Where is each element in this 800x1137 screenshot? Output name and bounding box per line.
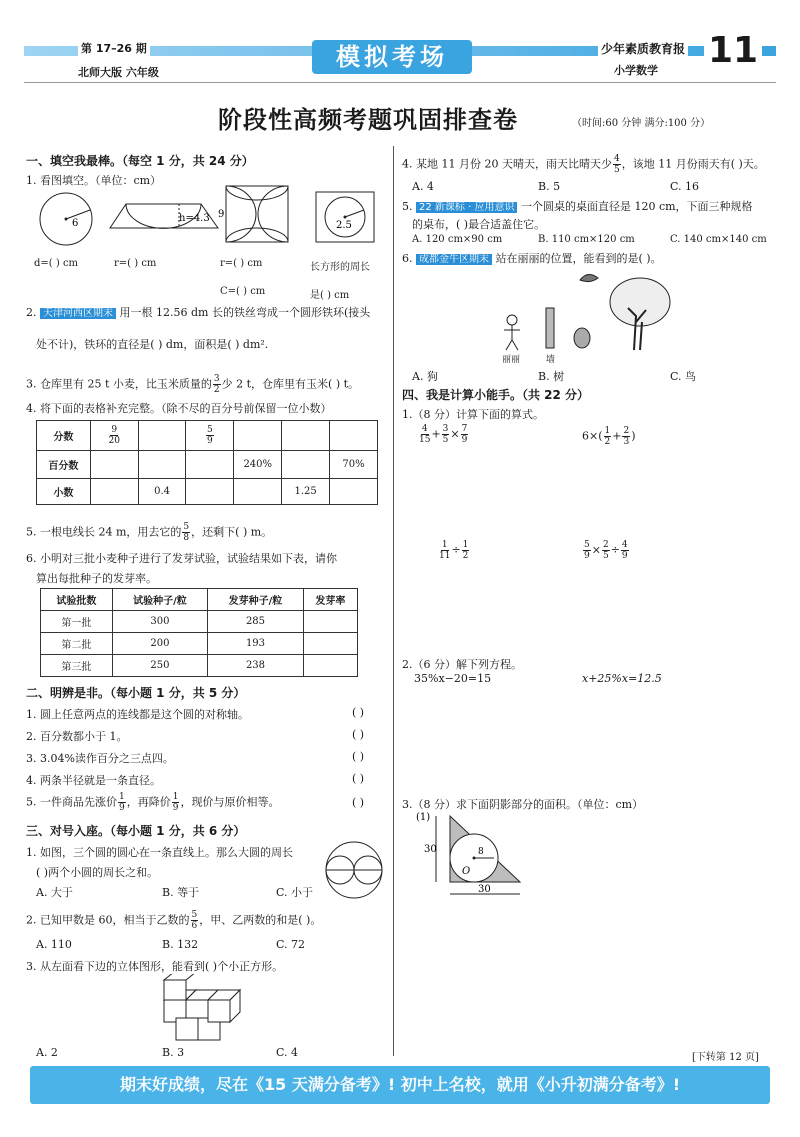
answer-perimeter-label: 长方形的周长	[310, 262, 370, 273]
three-circles-figure	[318, 840, 390, 900]
judge-item-5: 5. 一件商品先涨价 $\frac{1}{9}$ ，再降价 $\frac{1}{9}$ ，现价与原价相等。	[26, 792, 280, 813]
q3-opt-a[interactable]: A. 2	[36, 1046, 58, 1059]
calc-q1: 1.（8 分）计算下面的算式。	[402, 408, 544, 421]
calc-q3: 3.（8 分）求下面阴影部分的面积。（单位：cm）	[402, 798, 644, 811]
q4-opt-b[interactable]: B. 5	[538, 180, 561, 193]
q6-opt-a[interactable]: A. 狗	[412, 370, 438, 383]
calc-q2: 2.（6 分）解下列方程。	[402, 658, 522, 671]
tree-crown	[610, 278, 670, 326]
rectangle-arcs-fig	[226, 186, 288, 242]
section1-heading: 一、填空我最棒。（每空 1 分，共 24 分）	[26, 154, 254, 168]
expr-1: $\frac{4}{15}$ + $\frac{3}{5}$ × $\frac{7}{9}$	[419, 424, 468, 445]
answer-perimeter: 是( ) cm	[310, 290, 350, 301]
q1-opt-b[interactable]: B. 等于	[162, 886, 200, 899]
section4-heading: 四、我是计算小能手。（共 22 分）	[402, 388, 590, 402]
q4-opt-c[interactable]: C. 16	[670, 180, 700, 193]
q6-opt-c[interactable]: C. 鸟	[670, 370, 697, 383]
choice-q5-cont: 的桌布，( )最合适盖住它。	[412, 218, 546, 231]
judge-paren-3[interactable]: ( )	[352, 750, 365, 763]
fig-label-h: h=4.3	[179, 213, 210, 224]
s1-q6-cont: 算出每批种子的发芽率。	[36, 572, 157, 585]
fig-label-25: 2.5	[336, 220, 352, 231]
next-page-note: [下转第 12 页]	[692, 1052, 759, 1063]
section3-heading: 三、对号入座。（每小题 1 分，共 6 分）	[26, 824, 246, 838]
fig-center: O	[462, 866, 471, 877]
s1-q6: 6. 小明对三批小麦种子进行了发芽试验，试验结果如下表，请你	[26, 552, 337, 565]
fig-base: 30	[478, 884, 491, 895]
s1-q5: 5. 一根电线长 24 m，用去它的 $\frac{5}{8}$ ，还剩下( ) m。	[26, 522, 273, 543]
choice-q4: 4. 某地 11 月份 20 天晴天，雨天比晴天少 $\frac{4}{5}$ ，该地 11 月份雨天有( )天。	[402, 154, 765, 175]
answer-c: C=( ) cm	[220, 286, 266, 297]
q3-opt-b[interactable]: B. 3	[162, 1046, 185, 1059]
judge-item-4: 4. 两条半径就是一条直径。	[26, 774, 161, 787]
dog	[574, 328, 590, 348]
s1-q1: 1. 看图填空。（单位：cm）	[26, 174, 162, 187]
choice-q3: 3. 从左面看下边的立体图形，能看到( )个小正方形。	[26, 960, 284, 973]
page-number: 11	[704, 30, 762, 71]
expr-2: 6×( $\frac{1}{2}$ + $\frac{2}{3}$ )	[582, 426, 636, 447]
q6-opt-b[interactable]: B. 树	[538, 370, 565, 383]
choice-q5: 5. 22 新课标 · 应用意识 一个圆桌的桌面直径是 120 cm，下面三种规格	[402, 200, 753, 213]
figure-q1	[26, 184, 396, 264]
s1-q3: 3. 仓库里有 25 t 小麦，比玉米质量的 $\frac{3}{2}$ 少 2 t，仓库里有玉米( ) t。	[26, 374, 360, 395]
judge-paren-2[interactable]: ( )	[352, 728, 365, 741]
bird	[580, 274, 598, 281]
expr-3: $\frac{1}{11}$ ÷ $\frac{1}{2}$	[439, 540, 469, 561]
label-wall: 墙	[546, 355, 556, 365]
s1-q2: 2. 天津河西区期末 用一根 12.56 dm 长的铁丝弯成一个圆形铁环(接头	[26, 306, 371, 319]
q5-opt-a[interactable]: A. 120 cm×90 cm	[412, 234, 503, 245]
fraction-table: 分数 $\frac{9}{20}$ $\frac{5}{9}$ 百分数 240% 70% 小数 0.4 1.25	[36, 420, 378, 505]
page-subtitle: （时间:60 分钟 满分:100 分）	[572, 118, 711, 129]
column-divider	[393, 146, 394, 1056]
subject-label: 小学数学	[614, 64, 658, 77]
q1-opt-c[interactable]: C. 小于	[276, 886, 314, 899]
judge-item-1: 1. 圆上任意两点的连线都是这个圆的对称轴。	[26, 708, 249, 721]
choice-q1: 1. 如图，三个圆的圆心在一条直线上。那么大圆的周长	[26, 846, 293, 859]
s1-q2-cont: 处不计)，铁环的直径是( ) dm，面积是( ) dm².	[36, 338, 269, 351]
footer-banner: 期末好成绩，尽在《15 天满分备考》! 初中上名校，就用《小升初满分备考》!	[30, 1066, 770, 1104]
shaded-triangle-figure	[414, 808, 534, 900]
answer-d: d=( ) cm	[34, 258, 79, 269]
q3-opt-c[interactable]: C. 4	[276, 1046, 299, 1059]
q1-opt-a[interactable]: A. 大于	[36, 886, 73, 899]
choice-q1-cont: ( )两个小圆的周长之和。	[36, 866, 159, 879]
page-title: 阶段性高频考题巩固排查卷	[218, 106, 518, 134]
choice-q2: 2. 已知甲数是 60，相当于乙数的 $\frac{5}{6}$ ，甲、乙两数的和是( )。	[26, 910, 322, 931]
cube-figure	[158, 974, 268, 1046]
equation-1: 35%x−20=15	[414, 672, 492, 685]
equation-2: x+25%x=12.5	[582, 672, 662, 685]
tag-new-standard: 22 新课标 · 应用意识	[416, 202, 517, 213]
expr-4: $\frac{5}{9}$ × $\frac{2}{5}$ ÷ $\frac{4}{9}$	[584, 540, 628, 561]
q2-opt-b[interactable]: B. 132	[162, 938, 199, 951]
answer-r2: r=( ) cm	[220, 258, 263, 269]
q2-opt-c[interactable]: C. 72	[276, 938, 306, 951]
fig-radius: 8	[478, 847, 484, 857]
judge-paren-5[interactable]: ( )	[352, 796, 365, 809]
q5-opt-b[interactable]: B. 110 cm×120 cm	[538, 234, 635, 245]
banner-title: 模拟考场	[312, 40, 472, 74]
q5-opt-c[interactable]: C. 140 cm×140 cm	[670, 234, 767, 245]
q2-opt-a[interactable]: A. 110	[36, 938, 72, 951]
wall	[546, 308, 554, 348]
tag-tianjin: 天津河西区期末	[40, 308, 116, 319]
fig-num: (1)	[416, 812, 431, 823]
section2-heading: 二、明辨是非。（每小题 1 分，共 5 分）	[26, 686, 246, 700]
fig-label-9: 9	[218, 209, 225, 220]
answer-r1: r=( ) cm	[114, 258, 157, 269]
fig-label-6: 6	[72, 218, 79, 229]
issue-label: 第 17–26 期	[78, 40, 150, 56]
header-rule	[24, 82, 776, 83]
view-scene-figure	[490, 266, 680, 356]
s1-q4: 4. 将下面的表格补充完整。（除不尽的百分号前保留一位小数）	[26, 402, 332, 415]
fig-height: 30	[424, 844, 437, 855]
tag-chengdu: 成都金牛区期末	[416, 254, 492, 265]
judge-paren-1[interactable]: ( )	[352, 706, 365, 719]
judge-item-2: 2. 百分数都小于 1。	[26, 730, 128, 743]
choice-q6: 6. 成都金牛区期末 站在丽丽的位置，能看到的是( )。	[402, 252, 662, 265]
label-lili: 丽丽	[502, 355, 521, 365]
germination-table: 试验批数 试验种子/粒 发芽种子/粒 发芽率 第一批 300 285 第二批 200 193 第三批 250 238	[40, 588, 358, 677]
publisher-label: 少年素质教育报	[598, 40, 688, 57]
q4-opt-a[interactable]: A. 4	[412, 180, 434, 193]
judge-paren-4[interactable]: ( )	[352, 772, 365, 785]
edition-label: 北师大版 六年级	[78, 66, 159, 79]
judge-item-3: 3. 3.04%读作百分之三点四。	[26, 752, 174, 765]
